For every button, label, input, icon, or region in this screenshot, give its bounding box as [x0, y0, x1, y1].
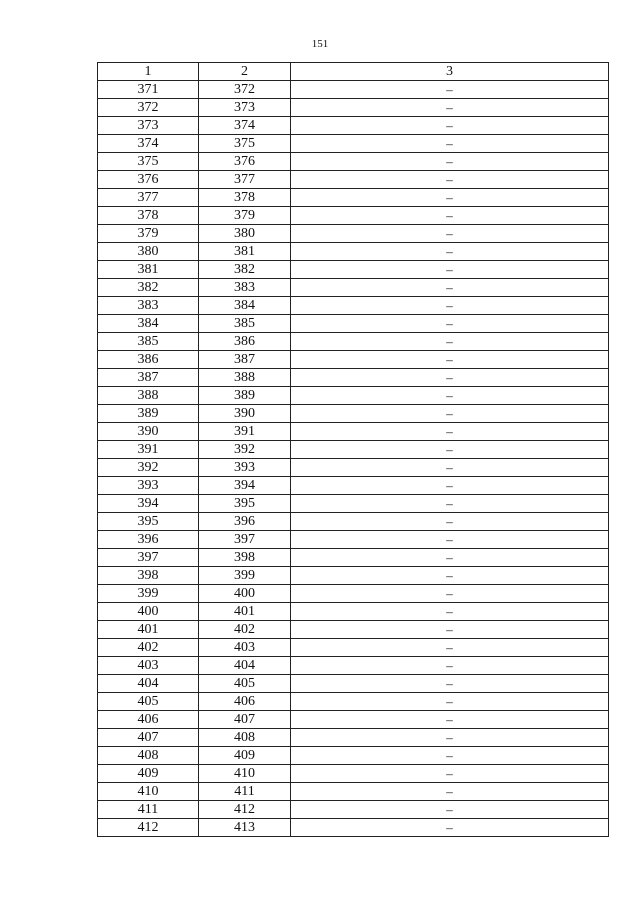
- table-row: [98, 765, 609, 783]
- table-cell-col-2: 412: [199, 801, 291, 819]
- page-number: 151: [311, 38, 329, 50]
- table-cell-col-2: 395: [199, 495, 291, 513]
- table-cell-col-1: 387: [98, 369, 199, 387]
- data-table-container: [97, 62, 608, 837]
- table-cell-col-3: –: [291, 819, 609, 837]
- table-row: [98, 639, 609, 657]
- table-row: [98, 297, 609, 315]
- table-cell-col-3: –: [291, 747, 609, 765]
- table-cell-col-3: –: [291, 657, 609, 675]
- table-cell-col-1: 383: [98, 297, 199, 315]
- table-row: [98, 261, 609, 279]
- table-cell-col-2: 400: [199, 585, 291, 603]
- table-cell-col-1: 405: [98, 693, 199, 711]
- table-row: [98, 585, 609, 603]
- table-cell-col-3: –: [291, 333, 609, 351]
- table-cell-col-3: –: [291, 297, 609, 315]
- table-cell-col-3: –: [291, 369, 609, 387]
- table-row: [98, 747, 609, 765]
- table-cell-col-2: 407: [199, 711, 291, 729]
- table-cell-col-3: –: [291, 477, 609, 495]
- table-cell-col-2: 375: [199, 135, 291, 153]
- table-cell-col-1: 400: [98, 603, 199, 621]
- table-row: [98, 783, 609, 801]
- table-cell-col-2: 394: [199, 477, 291, 495]
- table-cell-col-2: 410: [199, 765, 291, 783]
- table-cell-col-2: 402: [199, 621, 291, 639]
- table-row: [98, 531, 609, 549]
- table-cell-col-3: –: [291, 243, 609, 261]
- table-cell-col-1: 373: [98, 117, 199, 135]
- table-cell-col-3: –: [291, 441, 609, 459]
- table-cell-col-1: 385: [98, 333, 199, 351]
- table-cell-col-2: 383: [199, 279, 291, 297]
- table-cell-col-1: 403: [98, 657, 199, 675]
- table-cell-col-3: –: [291, 171, 609, 189]
- table-cell-col-2: 386: [199, 333, 291, 351]
- table-cell-col-1: 412: [98, 819, 199, 837]
- table-row: [98, 369, 609, 387]
- table-cell-col-1: 406: [98, 711, 199, 729]
- table-row: [98, 495, 609, 513]
- table-cell-col-1: 402: [98, 639, 199, 657]
- table-row: [98, 333, 609, 351]
- table-cell-col-1: 396: [98, 531, 199, 549]
- table-cell-col-1: 394: [98, 495, 199, 513]
- table-cell-col-2: 390: [199, 405, 291, 423]
- table-row: [98, 549, 609, 567]
- table-cell-col-3: –: [291, 459, 609, 477]
- table-row: [98, 657, 609, 675]
- table-cell-col-3: –: [291, 189, 609, 207]
- table-row: [98, 729, 609, 747]
- table-cell-col-1: 380: [98, 243, 199, 261]
- table-cell-col-1: 372: [98, 99, 199, 117]
- table-cell-col-3: –: [291, 261, 609, 279]
- table-cell-col-1: 375: [98, 153, 199, 171]
- table-row: [98, 243, 609, 261]
- table-cell-col-1: 388: [98, 387, 199, 405]
- table-row: [98, 351, 609, 369]
- table-cell-col-3: –: [291, 495, 609, 513]
- table-cell-col-2: 380: [199, 225, 291, 243]
- table-cell-col-3: –: [291, 81, 609, 99]
- table-cell-col-2: 398: [199, 549, 291, 567]
- table-cell-col-1: 391: [98, 441, 199, 459]
- table-cell-col-1: 374: [98, 135, 199, 153]
- table-row: [98, 405, 609, 423]
- table-cell-col-3: –: [291, 207, 609, 225]
- table-cell-col-1: 371: [98, 81, 199, 99]
- table-cell-col-3: –: [291, 693, 609, 711]
- table-cell-col-3: –: [291, 387, 609, 405]
- table-cell-col-3: –: [291, 801, 609, 819]
- table-cell-col-2: 384: [199, 297, 291, 315]
- table-body: [98, 81, 609, 837]
- table-cell-col-3: –: [291, 765, 609, 783]
- table-cell-col-2: 403: [199, 639, 291, 657]
- table-row: [98, 279, 609, 297]
- table-cell-col-2: 391: [199, 423, 291, 441]
- table-cell-col-3: –: [291, 639, 609, 657]
- table-cell-col-1: 393: [98, 477, 199, 495]
- table-row: [98, 603, 609, 621]
- table-row: [98, 99, 609, 117]
- table-cell-col-2: 406: [199, 693, 291, 711]
- table-row: [98, 315, 609, 333]
- table-row: [98, 477, 609, 495]
- table-cell-col-3: –: [291, 783, 609, 801]
- column-header-1: 1: [98, 63, 199, 81]
- table-cell-col-2: 397: [199, 531, 291, 549]
- table-cell-col-2: 372: [199, 81, 291, 99]
- table-row: [98, 225, 609, 243]
- table-cell-col-1: 395: [98, 513, 199, 531]
- table-cell-col-2: 374: [199, 117, 291, 135]
- table-row: [98, 207, 609, 225]
- table-cell-col-1: 381: [98, 261, 199, 279]
- column-header-3: 3: [291, 63, 609, 81]
- table-cell-col-1: 411: [98, 801, 199, 819]
- table-cell-col-2: 408: [199, 729, 291, 747]
- table-cell-col-3: –: [291, 135, 609, 153]
- table-row: [98, 81, 609, 99]
- table-row: [98, 153, 609, 171]
- table-cell-col-2: 392: [199, 441, 291, 459]
- table-cell-col-3: –: [291, 603, 609, 621]
- table-row: [98, 117, 609, 135]
- table-row: [98, 171, 609, 189]
- table-cell-col-1: 392: [98, 459, 199, 477]
- table-cell-col-1: 399: [98, 585, 199, 603]
- column-header-2: 2: [199, 63, 291, 81]
- table-row: [98, 423, 609, 441]
- table-cell-col-2: 373: [199, 99, 291, 117]
- table-cell-col-3: –: [291, 153, 609, 171]
- table-cell-col-2: 377: [199, 171, 291, 189]
- table-cell-col-3: –: [291, 513, 609, 531]
- table-cell-col-3: –: [291, 99, 609, 117]
- table-cell-col-1: 398: [98, 567, 199, 585]
- table-row: [98, 711, 609, 729]
- table-cell-col-3: –: [291, 351, 609, 369]
- table-cell-col-1: 378: [98, 207, 199, 225]
- table-cell-col-2: 382: [199, 261, 291, 279]
- table-cell-col-1: 401: [98, 621, 199, 639]
- table-row: [98, 801, 609, 819]
- table-cell-col-1: 376: [98, 171, 199, 189]
- table-row: [98, 819, 609, 837]
- table-cell-col-2: 378: [199, 189, 291, 207]
- table-cell-col-3: –: [291, 405, 609, 423]
- table-cell-col-2: 379: [199, 207, 291, 225]
- table-cell-col-1: 404: [98, 675, 199, 693]
- table-cell-col-1: 390: [98, 423, 199, 441]
- table-cell-col-3: –: [291, 423, 609, 441]
- table-row: [98, 387, 609, 405]
- table-cell-col-3: –: [291, 729, 609, 747]
- table-cell-col-3: –: [291, 549, 609, 567]
- data-table: [97, 62, 609, 837]
- table-row: [98, 189, 609, 207]
- table-row: [98, 621, 609, 639]
- table-cell-col-1: 382: [98, 279, 199, 297]
- table-cell-col-2: 399: [199, 567, 291, 585]
- table-cell-col-1: 379: [98, 225, 199, 243]
- table-cell-col-3: –: [291, 585, 609, 603]
- table-row: [98, 459, 609, 477]
- table-cell-col-2: 396: [199, 513, 291, 531]
- table-cell-col-2: 405: [199, 675, 291, 693]
- table-row: [98, 567, 609, 585]
- table-cell-col-2: 393: [199, 459, 291, 477]
- table-cell-col-3: –: [291, 675, 609, 693]
- table-cell-col-3: –: [291, 621, 609, 639]
- table-cell-col-2: 409: [199, 747, 291, 765]
- table-row: [98, 441, 609, 459]
- table-cell-col-1: 409: [98, 765, 199, 783]
- table-header-row: [98, 63, 609, 81]
- table-cell-col-3: –: [291, 567, 609, 585]
- table-cell-col-1: 389: [98, 405, 199, 423]
- table-cell-col-1: 377: [98, 189, 199, 207]
- table-cell-col-2: 411: [199, 783, 291, 801]
- table-cell-col-1: 397: [98, 549, 199, 567]
- table-cell-col-2: 376: [199, 153, 291, 171]
- table-cell-col-2: 389: [199, 387, 291, 405]
- table-cell-col-2: 404: [199, 657, 291, 675]
- table-row: [98, 693, 609, 711]
- table-cell-col-1: 386: [98, 351, 199, 369]
- table-cell-col-2: 401: [199, 603, 291, 621]
- table-cell-col-3: –: [291, 711, 609, 729]
- table-row: [98, 513, 609, 531]
- table-cell-col-2: 387: [199, 351, 291, 369]
- table-cell-col-2: 381: [199, 243, 291, 261]
- table-cell-col-1: 384: [98, 315, 199, 333]
- table-cell-col-2: 413: [199, 819, 291, 837]
- table-cell-col-3: –: [291, 117, 609, 135]
- table-row: [98, 135, 609, 153]
- table-cell-col-2: 385: [199, 315, 291, 333]
- table-cell-col-3: –: [291, 315, 609, 333]
- table-cell-col-1: 410: [98, 783, 199, 801]
- table-cell-col-1: 407: [98, 729, 199, 747]
- table-cell-col-3: –: [291, 279, 609, 297]
- table-cell-col-3: –: [291, 225, 609, 243]
- table-cell-col-1: 408: [98, 747, 199, 765]
- table-cell-col-3: –: [291, 531, 609, 549]
- table-row: [98, 675, 609, 693]
- table-cell-col-2: 388: [199, 369, 291, 387]
